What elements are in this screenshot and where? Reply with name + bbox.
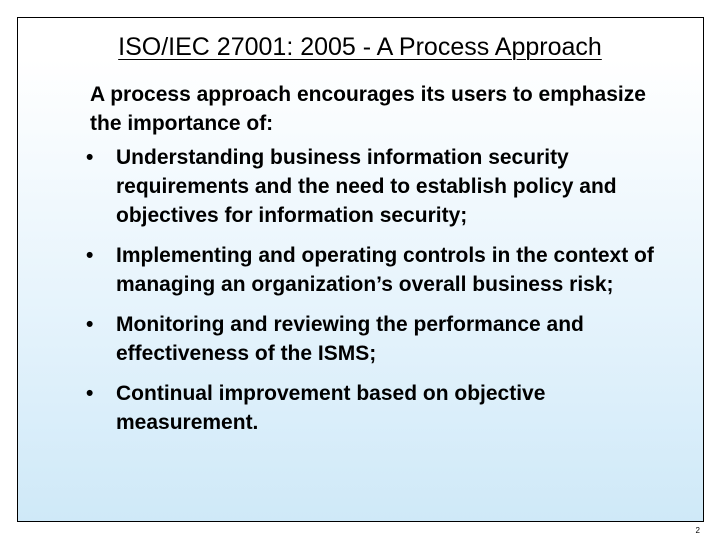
slide-title: ISO/IEC 27001: 2005 - A Process Approach	[118, 33, 602, 61]
bullet-marker: •	[86, 244, 94, 267]
bullet-item-implementing	[86, 241, 666, 299]
bullet-item-improvement	[86, 379, 666, 437]
page-number: 2	[695, 526, 700, 535]
bullet-text: Monitoring and reviewing the performance and effectiveness of the ISMS;	[116, 313, 584, 365]
bullet-item-monitoring	[86, 310, 666, 368]
intro-paragraph: A process approach encourages its users to emphasize the importance of:	[90, 83, 646, 135]
bullet-marker: •	[86, 146, 94, 169]
bullet-marker: •	[86, 313, 94, 336]
bullet-text: Implementing and operating controls in the context of managing an organization’s overall business risk;	[116, 244, 654, 296]
bullet-marker: •	[86, 382, 94, 405]
bullet-text: Understanding business information security requirements and the need to establish policy and objectives for information security;	[116, 146, 617, 227]
bullet-item-understanding	[86, 143, 666, 230]
bullet-text: Continual improvement based on objective measurement.	[116, 382, 546, 434]
bullet-list	[86, 143, 666, 448]
